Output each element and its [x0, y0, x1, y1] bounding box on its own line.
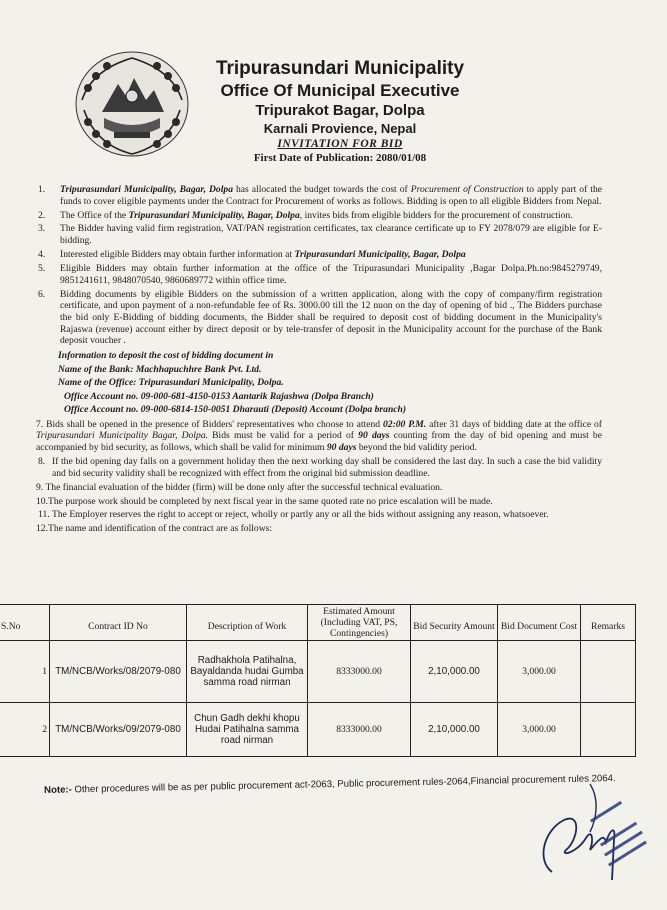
row-remarks [581, 703, 636, 757]
col-contract-id: Contract ID No [50, 605, 187, 641]
municipality-name: Tripurasundari Municipality [215, 58, 465, 79]
office-address: Tripurakot Bagar, Dolpa [255, 102, 425, 119]
list-item: 7. Bids shall be opened in the presence of Bidders' representatives who choose to attend 02:00 P.M. after 31 days of bidding date at the office of Tripurasundari Municipality Bagar, Dolpa. Bids must be valid for a period of 90 days counting from the day of bid opening and must be accompanied by bid security, as follows, which shall be valid for minimum 90 days beyond the bid validity period. [36, 418, 602, 454]
list-item: 8. If the bid opening day falls on a government holiday then the next working day shall be considered the last day. In such a case the bid validity and bid security validity shall be recognized with effect from the original bid submission deadline. [38, 456, 602, 479]
letterhead [190, 58, 490, 165]
col-estimated-amount: Estimated Amount (Including VAT, PS, Contingencies) [308, 605, 411, 641]
row-contract-id: TM/NCB/Works/08/2079-080 [50, 641, 187, 703]
list-item: 4. Interested eligible Bidders may obtain further information at Tripurasundari Municipality, Bagar, Dolpa [38, 249, 466, 261]
signature-stamp-icon [530, 780, 655, 895]
office-account-name: Name of the Office: Tripurasundari Municipality, Dolpa. [58, 377, 284, 389]
list-item: 9. The financial evaluation of the bidder (firm) will be done only after the successful technical evaluation. [36, 481, 443, 493]
row-sno: 2 [0, 703, 50, 757]
account-deposit: Office Account no. 09-000-6814-150-0051 Dharauti (Deposit) Account (Dolpa branch) [64, 404, 407, 416]
contract-table [0, 604, 636, 757]
row-doc-cost: 3,000.00 [498, 641, 581, 703]
list-item: 3. The Bidder having valid firm registration, VAT/PAN registration certificates, tax clearance certificate up to FY 2078/079 are eligible for E-bidding. [38, 223, 602, 247]
col-sno: S.No [0, 605, 50, 641]
row-doc-cost: 3,000.00 [498, 703, 581, 757]
list-item: 6. Bidding documents by eligible Bidders on the submission of a written application, along with the copy of company/firm registration certificate, and upon payment of a non-refundable fee of Rs. 3000.00 till the 12 nuon on the day of opening of bid ., The Bidders purchase the bid only E-Bidding of bidding documents, the Bidder shall be required to deposit cost of bidding document in the Municipality's Rajaswa (revenue) account either by direct deposit or by tele-transfer of deposit in the Municipality account for the purchase of the Bank deposit voucher . [38, 288, 602, 347]
row-sno: 1 [0, 641, 50, 703]
procedure-note: Note:- Other procedures will be as per public procurement act-2063, Public procurement rules-2064,Financial procurement rules 2064. [44, 773, 616, 796]
row-amount: 8333000.00 [308, 641, 411, 703]
deposit-info-heading: Information to deposit the cost of bidding document in [58, 350, 274, 362]
row-description: Chun Gadh dekhi khopu Hudai Patihalna samma road nirman [187, 703, 308, 757]
row-contract-id: TM/NCB/Works/09/2079-080 [50, 703, 187, 757]
province-name: Karnali Provience, Nepal [263, 121, 417, 136]
notice-title: INVITATION FOR BID [277, 138, 403, 150]
col-description: Description of Work [187, 605, 308, 641]
row-security: 2,10,000.00 [411, 641, 498, 703]
list-item: 11. The Employer reserves the right to accept or reject, wholly or partly any or all the bids without assigning any reason, whatsoever. [38, 509, 549, 521]
account-revenue: Office Account no. 09-000-681-4150-0153 Aantarik Rajashwa (Dolpa Branch) [64, 390, 374, 402]
publication-date: First Date of Publication: 2080/01/08 [253, 152, 427, 164]
office-name: Office Of Municipal Executive [220, 81, 460, 100]
list-item: 1. Tripurasundari Municipality, Bagar, Dolpa has allocated the budget towards the cost of Procurement of Construction to apply part of the funds to cover eligible payments under the Contract for Procurement of works as follows. Bidding is open to all eligible Bidders from Nepal. [38, 184, 602, 207]
col-remarks: Remarks [581, 605, 636, 641]
table-row [0, 703, 636, 757]
list-item: 5. Eligible Bidders may obtain further information at the office of the Tripurasundari Municipality ,Bagar Dolpa.Ph.no:9845279749, 9851241611, 9848070540, 9860689772 within office time. [38, 262, 602, 286]
col-bid-security: Bid Security Amount [411, 605, 498, 641]
list-item: 2. The Office of the Tripurasundari Municipality, Bagar, Dolpa, invites bids from eligible bidders for the procurement of construction. [38, 209, 573, 221]
col-bid-document-cost: Bid Document Cost [498, 605, 581, 641]
bank-name: Name of the Bank: Machhapuchhre Bank Pvt. Ltd. [58, 363, 262, 375]
row-remarks [581, 641, 636, 703]
row-security: 2,10,000.00 [411, 703, 498, 757]
row-amount: 8333000.00 [308, 703, 411, 757]
notice-body [36, 184, 602, 537]
table-header-row [0, 605, 636, 641]
row-description: Radhakhola Patihalna, Bayaldanda hudai Gumba samma road nirman [187, 641, 308, 703]
list-item: 12.The name and identification of the contract are as follows: [36, 523, 273, 535]
table-row [0, 641, 636, 703]
municipality-emblem-icon [74, 48, 190, 160]
list-item: 10.The purpose work should be completed by next fiscal year in the same quoted rate no price escalation will be made. [36, 495, 493, 507]
